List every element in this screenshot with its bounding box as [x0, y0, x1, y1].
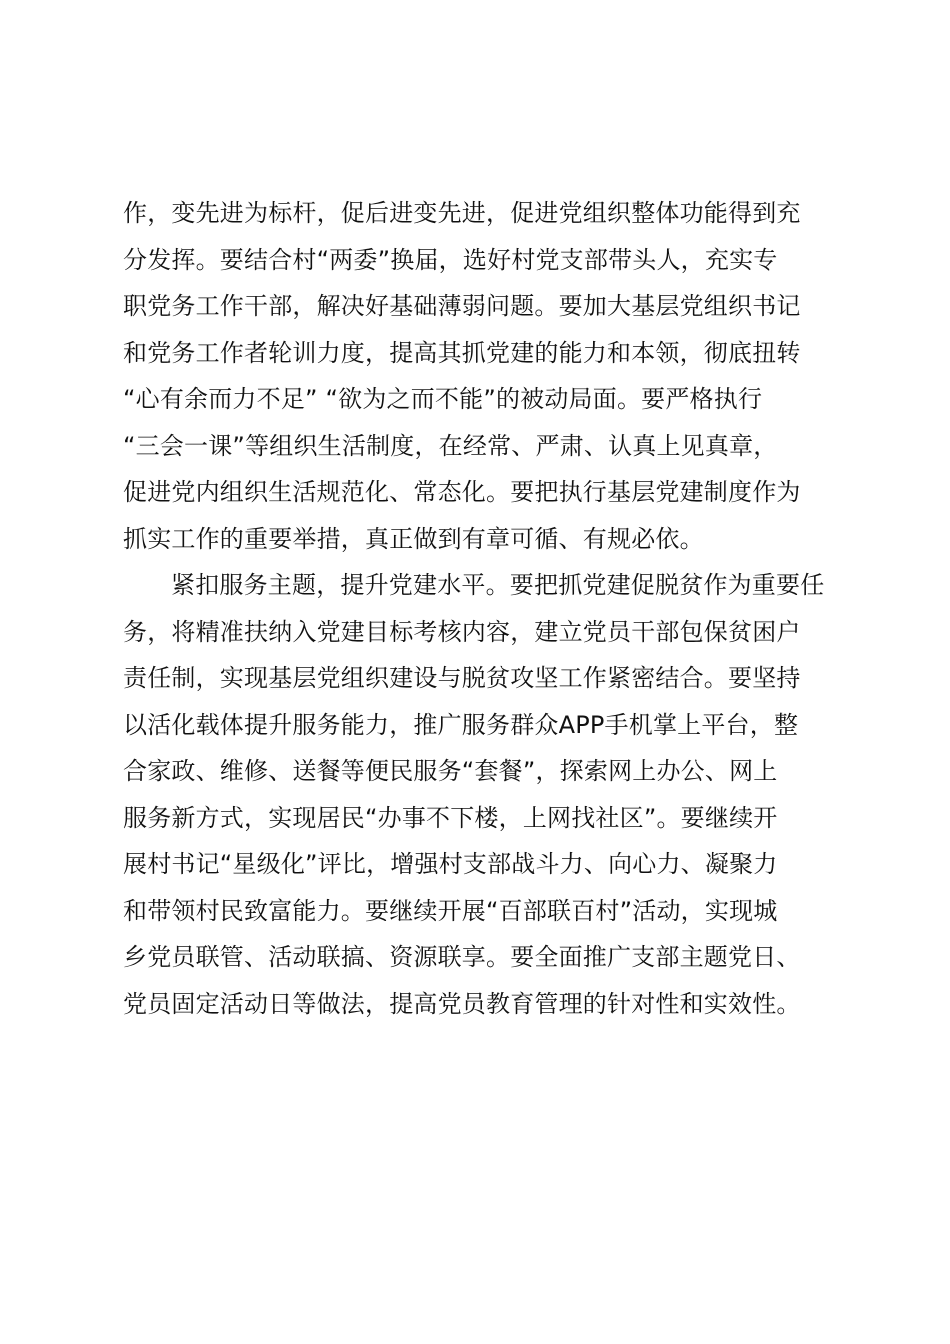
text-line-18: 党员固定活动日等做法，提高党员教育管理的针对性和实效性。	[123, 989, 801, 1018]
text-line-8: 抓实工作的重要举措，真正做到有章可循、有规必依。	[123, 524, 704, 553]
text-line-1: 作，变先进为标杆，促后进变先进，促进党组织整体功能得到充	[123, 199, 801, 227]
text-line-13: 合家政、维修、送餐等便民服务“套餐”，探索网上办公、网上	[123, 757, 778, 785]
text-line-3: 职党务工作干部，解决好基础薄弱问题。要加大基层党组织书记	[123, 292, 801, 320]
text-line-10: 务，将精准扶纳入党建目标考核内容，建立党员干部包保贫困户	[123, 617, 801, 646]
text-line-2: 分发挥。要结合村“两委”换届，选好村党支部带头人，充实专	[123, 245, 778, 274]
text-line-17: 乡党员联管、活动联搞、资源联享。要全面推广支部主题党日、	[123, 943, 801, 971]
text-line-4: 和党务工作者轮训力度，提高其抓党建的能力和本领，彻底扭转	[123, 338, 801, 367]
text-line-11: 责任制，实现基层党组织建设与脱贫攻坚工作紧密结合。要坚持	[123, 664, 801, 692]
text-line-16: 和带领村民致富能力。要继续开展“百部联百村”活动，实现城	[123, 896, 778, 925]
text-line-12: 以活化载体提升服务能力，推广服务群众APP手机掌上平台，整	[123, 710, 799, 739]
text-line-5: “心有余而力不足” “欲为之而不能”的被动局面。要严格执行	[123, 385, 763, 413]
text-line-6: “三会一课”等组织生活制度，在经常、严肃、认真上见真章，	[123, 431, 778, 460]
text-line-15: 展村书记“星级化”评比，增强村支部战斗力、向心力、凝聚力	[123, 850, 778, 878]
paragraph-2-first-line: 紧扣服务主题，提升党建水平。要把抓党建促脱贫作为重要任	[171, 571, 825, 599]
text-line-7: 促进党内组织生活规范化、常态化。要把执行基层党建制度作为	[123, 478, 801, 506]
body-text	[123, 190, 853, 1027]
text-line-14: 服务新方式，实现居民“办事不下楼，上网找社区”。要继续开	[123, 803, 778, 832]
